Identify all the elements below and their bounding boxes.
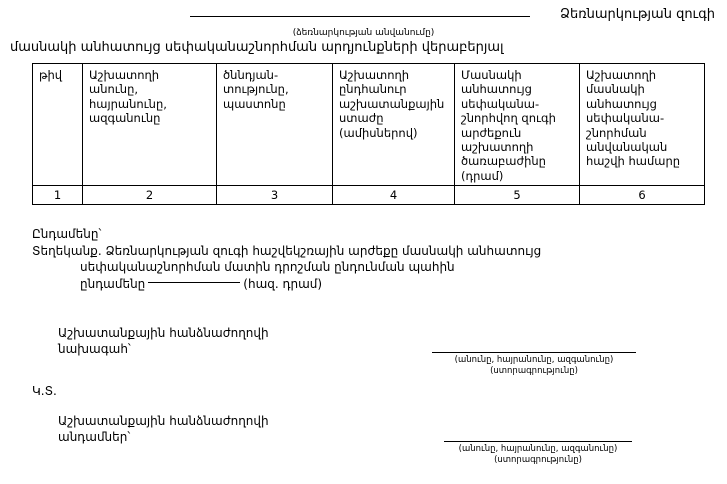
table-number-row [33, 186, 705, 205]
header-subtitle: (ձեռնարկության անվանումը) [292, 28, 435, 38]
members-caption-name: (անունը, հայրանունը, ազգանունը) [458, 444, 618, 454]
members-line-1: Աշխատանքային հանձնաժողովի [58, 414, 269, 428]
notes-total-suffix: (հազ. դրամ) [243, 276, 323, 291]
members-signature-line [444, 441, 632, 442]
page-title: մասնակի անհատույց սեփականաշնորհման արդյունքների վերաբերյալ [10, 40, 504, 55]
table-number-cell-6: 6 [580, 186, 705, 205]
table-header-cell-5: Մասնակի անհատույց սեփականա-շնորհվող զուգի արժեքուն աշխատողի ծառաբաժինը (դրամ) [455, 64, 580, 186]
chairman-line-2: նախագահ՝ [58, 342, 131, 357]
members-line-2: անդամներ՝ [58, 430, 131, 445]
chairman-line-1: Աշխատանքային հանձնաժողովի [58, 326, 269, 340]
results-table [32, 63, 705, 205]
members-caption-signature: (ստորագրությունը) [494, 455, 582, 466]
table-header-cell-6: Աշխատողի մասնակի անհատույց սեփականա-շնորհման անվանական հաշվի համարը [580, 64, 705, 186]
table-header-row [33, 64, 705, 186]
chairman-caption-name: (անունը, հայրանունը, ազգանունը) [454, 355, 614, 365]
table-header-cell-1: թիվ [33, 64, 83, 186]
chairman-caption-signature: (ստորագրությունը) [490, 366, 578, 377]
table-header-cell-4: Աշխատողի ընդհանուր աշխատանքային ստաժը (ամիսներով) [333, 64, 455, 186]
members-signature-caption [444, 444, 632, 466]
document-header [0, 4, 727, 26]
notes-block [32, 226, 541, 292]
notes-fill-rule [148, 282, 240, 283]
notes-reference-line-2: սեփականաշնորհման մատին դրոշման ընդունման պահին [80, 260, 455, 275]
notes-total-label: Ընդամենը՝ [32, 227, 102, 241]
table-number-cell-4: 4 [333, 186, 455, 205]
table-header-cell-2: Աշխատողի անունը, հայրանունը, ազգանունը [83, 64, 217, 186]
notes-reference-line-3 [32, 276, 541, 293]
signature-block-members [58, 413, 269, 445]
notes-total-prefix: ընդամենը [80, 276, 146, 291]
table-header-cell-3: ծննդյան-տությունը, պաստոնը [217, 64, 333, 186]
chairman-signature-line [432, 352, 636, 353]
header-fill-rule [190, 16, 530, 17]
table-number-cell-5: 5 [455, 186, 580, 205]
table-number-cell-3: 3 [217, 186, 333, 205]
notes-reference-line-1: Տեղեկանք. Ձեռնարկության զուգի հաշվեկշռային արժեքը մասնակի անհատույց [32, 243, 542, 258]
header-title: Ձեռնարկության զուգի [560, 7, 715, 22]
signature-block-chairman [58, 325, 269, 357]
table-number-cell-1: 1 [33, 186, 83, 205]
table-number-cell-2: 2 [83, 186, 217, 205]
stamp-label: Կ.Տ. [32, 384, 57, 398]
chairman-signature-caption [432, 355, 636, 377]
